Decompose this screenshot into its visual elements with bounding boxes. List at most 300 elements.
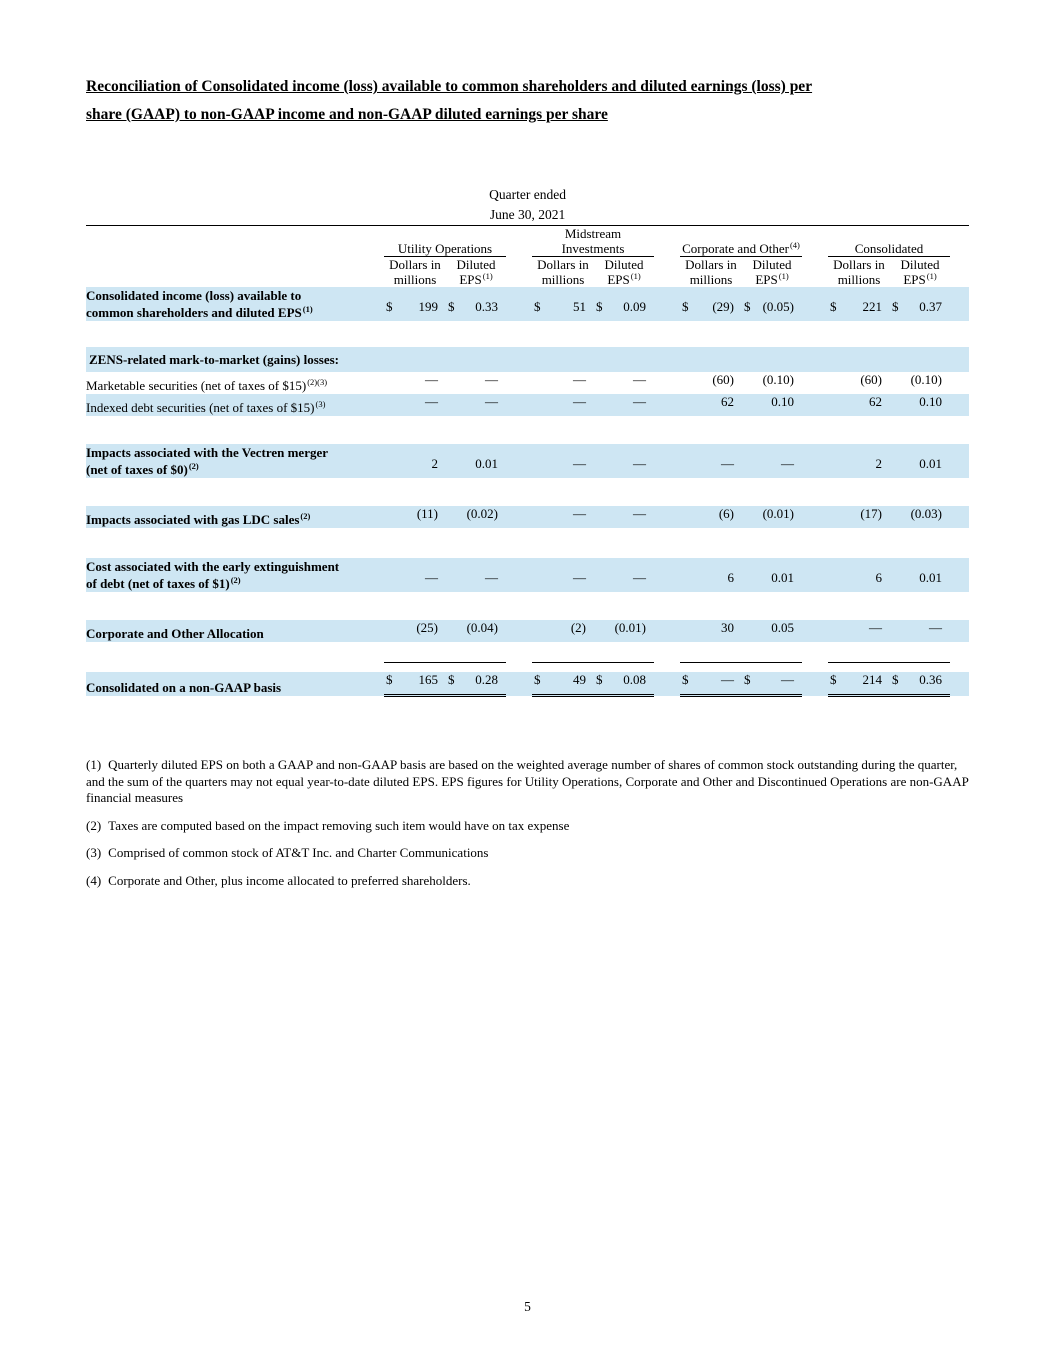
value-cell [532, 620, 594, 642]
footnote-marker: (4) [86, 872, 102, 888]
group-header-row [86, 226, 969, 257]
col-eps-corporate [742, 257, 802, 288]
column-gap [654, 394, 680, 416]
cell-value: — [425, 570, 438, 585]
cell-value: 6 [727, 570, 734, 585]
period-header [86, 185, 969, 226]
currency-symbol: $ [892, 672, 899, 687]
spacer-cell [86, 662, 969, 672]
column-gap [802, 444, 828, 478]
row-label [86, 672, 376, 696]
group-label: Midstream Investments [561, 226, 625, 256]
cell-value: 214 [862, 672, 882, 687]
value-cell [742, 506, 802, 528]
value-cell [890, 620, 950, 642]
table-row [86, 347, 969, 372]
value-cell [828, 394, 890, 416]
table-row [86, 372, 969, 394]
footnote-marker: (1) [86, 757, 102, 772]
column-gap [506, 506, 532, 528]
cell-value: — [485, 372, 498, 387]
value-cell [532, 558, 594, 592]
currency-symbol: $ [448, 299, 455, 314]
column-pad [950, 444, 969, 478]
spacer-row [86, 416, 969, 444]
row-label [86, 506, 376, 528]
value-cell [680, 620, 742, 642]
column-gap [506, 394, 532, 416]
cell-value: 2 [431, 456, 438, 471]
cell-value: (0.01) [614, 620, 646, 635]
value-cell [384, 672, 446, 696]
subcol-label: Diluted EPS [752, 257, 792, 287]
currency-symbol: $ [448, 672, 455, 687]
column-gap [654, 558, 680, 592]
currency-symbol: $ [596, 672, 603, 687]
value-cell [384, 444, 446, 478]
cell-value: (2) [570, 620, 586, 635]
period-line2: June 30, 2021 [489, 207, 566, 222]
group-label: Corporate and Other [682, 241, 789, 256]
value-cell [890, 672, 950, 696]
column-group-corporate-and-other [680, 226, 802, 257]
currency-symbol: $ [386, 672, 393, 687]
column-group-midstream-investments [532, 226, 654, 257]
table-row [86, 620, 969, 642]
group-label: Utility Operations [397, 241, 493, 256]
column-gap [376, 506, 384, 528]
cell-value: 62 [721, 394, 734, 409]
column-pad [950, 257, 969, 288]
value-cell [890, 558, 950, 592]
value-cell [828, 672, 890, 696]
col-eps-consolidated [890, 257, 950, 288]
cell-value: 49 [573, 672, 586, 687]
subheader-row [86, 257, 969, 288]
value-cell [446, 620, 506, 642]
row-label [86, 558, 376, 592]
page-title-line1: Reconciliation of Consolidated income (loss) available to common shareholders and diluted earnings (loss) per [86, 78, 813, 95]
cell-value: 165 [418, 672, 438, 687]
cell-value: 199 [418, 299, 438, 314]
currency-symbol: $ [682, 672, 689, 687]
value-cell [384, 394, 446, 416]
column-gap [654, 444, 680, 478]
footnote-text: Comprised of common stock of AT&T Inc. and Charter Communications [108, 845, 489, 860]
value-cell [594, 372, 654, 394]
column-gap [376, 257, 384, 288]
column-gap [802, 506, 828, 528]
footnote-2 [86, 818, 969, 835]
value-cell [594, 558, 654, 592]
page-title-line2: share (GAAP) to non-GAAP income and non-GAAP diluted earnings per share [86, 106, 608, 123]
column-gap [376, 394, 384, 416]
cell-value: — [929, 620, 942, 635]
footnote-1 [86, 757, 969, 807]
value-cell [742, 287, 802, 321]
row-label [86, 347, 969, 372]
column-gap [654, 257, 680, 288]
currency-symbol: $ [744, 672, 751, 687]
currency-symbol: $ [386, 299, 393, 314]
value-cell [384, 287, 446, 321]
cell-value: (0.01) [762, 506, 794, 521]
cell-value: 62 [869, 394, 882, 409]
value-cell [828, 506, 890, 528]
rule-cell [384, 642, 446, 662]
row-label-text: ZENS-related mark-to-market (gains) losses: [89, 352, 339, 367]
row-label-text: of debt (net of taxes of $1) [86, 576, 230, 591]
value-cell [532, 672, 594, 696]
spacer-cell [86, 478, 969, 506]
cell-value: (0.02) [466, 506, 498, 521]
cell-value: 0.28 [475, 672, 498, 687]
value-cell [384, 372, 446, 394]
column-pad [950, 394, 969, 416]
cell-value: — [573, 456, 586, 471]
cell-value: (29) [712, 299, 734, 314]
subheader-spacer [86, 257, 376, 288]
column-pad [950, 558, 969, 592]
column-gap [802, 372, 828, 394]
value-cell [532, 394, 594, 416]
spacer-cell [86, 592, 969, 620]
footnote-text: Corporate and Other, plus income allocated to preferred shareholders. [108, 872, 471, 888]
page-title [86, 73, 969, 129]
column-gap [376, 287, 384, 321]
cell-value: — [573, 506, 586, 521]
rule-cell [680, 642, 742, 662]
value-cell [742, 558, 802, 592]
footnote-text: Quarterly diluted EPS on both a GAAP and non-GAAP basis are based on the weighted average number of shares of common stock outstanding during the quarter, and the sum of the quarters may not equal year-to-date diluted EPS. EPS figures for Utility Operations, Corporate and Other and Discontinued Operations are non-GAAP financial measures [86, 757, 969, 805]
footnote-ref: (4) [789, 239, 800, 250]
column-gap [506, 558, 532, 592]
value-cell [680, 372, 742, 394]
value-cell [890, 444, 950, 478]
cell-value: (0.10) [910, 372, 942, 387]
row-label-text: Consolidated on a non-GAAP basis [86, 679, 282, 695]
cell-value: — [573, 394, 586, 409]
cell-value: 0.10 [919, 394, 942, 409]
value-cell [446, 394, 506, 416]
period-header-row [86, 185, 969, 226]
value-cell [890, 394, 950, 416]
group-header-spacer [86, 226, 376, 257]
cell-value: (0.05) [762, 299, 794, 314]
currency-symbol: $ [830, 299, 837, 314]
column-gap [506, 444, 532, 478]
cell-value: 0.33 [475, 299, 498, 314]
column-pad [950, 642, 969, 662]
footnote-marker: (2) [86, 817, 102, 833]
cell-value: 51 [573, 299, 586, 314]
row-label-text: Impacts associated with the Vectren merger [86, 445, 329, 460]
value-cell [446, 372, 506, 394]
value-cell [446, 287, 506, 321]
column-gap [506, 620, 532, 642]
cell-value: — [485, 570, 498, 585]
value-cell [742, 620, 802, 642]
value-cell [680, 287, 742, 321]
column-gap [376, 620, 384, 642]
cell-value: (0.03) [910, 506, 942, 521]
row-label-text: Impacts associated with gas LDC sales [86, 512, 300, 527]
footnote-ref: (2) [230, 574, 241, 585]
footnote-ref: (2)(3) [307, 376, 328, 387]
value-cell [384, 506, 446, 528]
row-label-text: common shareholders and diluted EPS [86, 305, 302, 320]
cell-value: 221 [862, 299, 882, 314]
cell-value: 6 [875, 570, 882, 585]
value-cell [594, 506, 654, 528]
footnote-text: Taxes are computed based on the impact removing such item would have on tax expense [108, 817, 570, 833]
value-cell [828, 558, 890, 592]
cell-value: — [633, 456, 646, 471]
currency-symbol: $ [596, 299, 603, 314]
currency-symbol: $ [892, 299, 899, 314]
column-gap [506, 287, 532, 321]
value-cell [828, 620, 890, 642]
cell-value: (17) [860, 506, 882, 521]
cell-value: 30 [721, 620, 734, 635]
column-pad [950, 226, 969, 257]
reconciliation-table [86, 185, 969, 697]
column-gap [802, 394, 828, 416]
footnote-3 [86, 845, 969, 862]
column-gap [654, 642, 680, 662]
currency-symbol: $ [830, 672, 837, 687]
value-cell [890, 287, 950, 321]
value-cell [446, 558, 506, 592]
value-cell [890, 506, 950, 528]
cell-value: — [485, 394, 498, 409]
column-gap [506, 372, 532, 394]
col-dollars-midstream: Dollars in millions [537, 257, 589, 287]
cell-value: — [573, 372, 586, 387]
value-cell [446, 672, 506, 696]
table-row [86, 287, 969, 321]
table-row [86, 642, 969, 662]
value-cell [594, 287, 654, 321]
group-label: Consolidated [854, 241, 924, 256]
column-gap [376, 372, 384, 394]
footnote-marker: (3) [86, 845, 102, 860]
value-cell [680, 444, 742, 478]
currency-symbol: $ [744, 299, 751, 314]
cell-value: — [425, 394, 438, 409]
cell-value: — [633, 394, 646, 409]
value-cell [890, 372, 950, 394]
row-label [86, 444, 376, 478]
value-cell [594, 394, 654, 416]
rule-cell [828, 642, 890, 662]
rule-cell [446, 642, 506, 662]
value-cell [742, 394, 802, 416]
cell-value: 0.05 [771, 620, 794, 635]
col-eps-utility [446, 257, 506, 288]
column-gap [506, 257, 532, 288]
row-label-text: Corporate and Other Allocation [86, 626, 264, 641]
value-cell [742, 672, 802, 696]
value-cell [680, 506, 742, 528]
rule-cell [594, 642, 654, 662]
footnote-ref: (3) [315, 398, 326, 409]
column-pad [950, 372, 969, 394]
column-gap [654, 672, 680, 696]
value-cell [532, 444, 594, 478]
row-label-text: Marketable securities (net of taxes of $15) [86, 378, 307, 393]
cell-value: — [781, 672, 794, 687]
column-pad [950, 620, 969, 642]
table-row [86, 444, 969, 478]
footnote-ref: (1) [482, 270, 493, 281]
cell-value: — [869, 620, 882, 635]
cell-value: (0.10) [762, 372, 794, 387]
column-gap [376, 226, 384, 257]
spacer-row [86, 478, 969, 506]
column-gap [376, 642, 384, 662]
cell-value: (25) [416, 620, 438, 635]
col-eps-midstream [594, 257, 654, 288]
value-cell [742, 372, 802, 394]
col-dollars-consolidated: Dollars in millions [833, 257, 885, 287]
cell-value: — [425, 372, 438, 387]
cell-value: 0.01 [919, 570, 942, 585]
rule-cell [890, 642, 950, 662]
column-gap [802, 287, 828, 321]
cell-value: 0.36 [919, 672, 942, 687]
cell-value: (6) [718, 506, 734, 521]
column-gap [654, 287, 680, 321]
value-cell [680, 558, 742, 592]
column-pad [950, 672, 969, 696]
column-group-consolidated [828, 226, 950, 257]
footnote-ref: (1) [778, 270, 789, 281]
cell-value: (60) [712, 372, 734, 387]
row-label-text: (net of taxes of $0) [86, 462, 188, 477]
spacer-row [86, 662, 969, 672]
footnote-ref: (2) [300, 510, 311, 521]
row-label [86, 372, 376, 394]
spacer-row [86, 592, 969, 620]
cell-value: 0.09 [623, 299, 646, 314]
row-label [86, 287, 376, 321]
cell-value: 0.01 [771, 570, 794, 585]
period-line1: Quarter ended [489, 187, 566, 202]
cell-value: 0.10 [771, 394, 794, 409]
column-pad [950, 506, 969, 528]
spacer-cell [86, 416, 969, 444]
column-gap [802, 672, 828, 696]
footnote-ref: (1) [302, 303, 313, 314]
column-gap [802, 226, 828, 257]
footnote-ref: (1) [926, 270, 937, 281]
value-cell [594, 620, 654, 642]
cell-value: (0.04) [466, 620, 498, 635]
column-gap [376, 558, 384, 592]
value-cell [680, 394, 742, 416]
cell-value: — [633, 570, 646, 585]
table-body [86, 287, 969, 696]
cell-value: 0.01 [475, 456, 498, 471]
table-row [86, 394, 969, 416]
column-gap [654, 226, 680, 257]
column-gap [802, 257, 828, 288]
column-gap [654, 620, 680, 642]
col-dollars-corporate: Dollars in millions [685, 257, 737, 287]
value-cell [594, 444, 654, 478]
value-cell [532, 287, 594, 321]
col-dollars-utility: Dollars in millions [389, 257, 441, 287]
rule-cell [742, 642, 802, 662]
row-label-text: Cost associated with the early extinguishment [86, 559, 340, 574]
value-cell [532, 372, 594, 394]
column-gap [376, 444, 384, 478]
currency-symbol: $ [534, 299, 541, 314]
column-gap [376, 672, 384, 696]
value-cell [594, 672, 654, 696]
value-cell [446, 444, 506, 478]
rule-spacer [86, 642, 376, 662]
value-cell [828, 287, 890, 321]
column-gap [506, 642, 532, 662]
cell-value: (60) [860, 372, 882, 387]
cell-value: 0.01 [919, 456, 942, 471]
value-cell [828, 372, 890, 394]
subcol-label: Diluted EPS [900, 257, 940, 287]
table-row [86, 558, 969, 592]
cell-value: 0.08 [623, 672, 646, 687]
table-row [86, 506, 969, 528]
cell-value: (11) [416, 506, 438, 521]
cell-value: — [633, 372, 646, 387]
footnote-ref: (2) [188, 460, 199, 471]
spacer-cell [86, 528, 969, 558]
spacer-cell [86, 321, 969, 347]
column-gap [802, 558, 828, 592]
spacer-row [86, 321, 969, 347]
footnotes [86, 757, 969, 889]
footnote-4 [86, 873, 969, 890]
cell-value: 2 [875, 456, 882, 471]
row-label [86, 394, 376, 416]
value-cell [828, 444, 890, 478]
row-label-text: Consolidated income (loss) available to [86, 288, 302, 303]
column-gap [654, 372, 680, 394]
column-gap [802, 642, 828, 662]
spacer-row [86, 528, 969, 558]
column-gap [802, 620, 828, 642]
table-row [86, 672, 969, 696]
column-gap [506, 672, 532, 696]
subcol-label: Diluted EPS [456, 257, 496, 287]
value-cell [384, 558, 446, 592]
currency-symbol: $ [534, 672, 541, 687]
value-cell [742, 444, 802, 478]
value-cell [680, 672, 742, 696]
cell-value: 0.37 [919, 299, 942, 314]
value-cell [446, 506, 506, 528]
row-label [86, 620, 376, 642]
column-pad [950, 287, 969, 321]
value-cell [532, 506, 594, 528]
column-group-utility-operations [384, 226, 506, 257]
page-number: 5 [524, 1299, 531, 1314]
cell-value: — [721, 456, 734, 471]
row-label-text: Indexed debt securities (net of taxes of $15) [86, 400, 315, 415]
cell-value: — [633, 506, 646, 521]
column-gap [654, 506, 680, 528]
